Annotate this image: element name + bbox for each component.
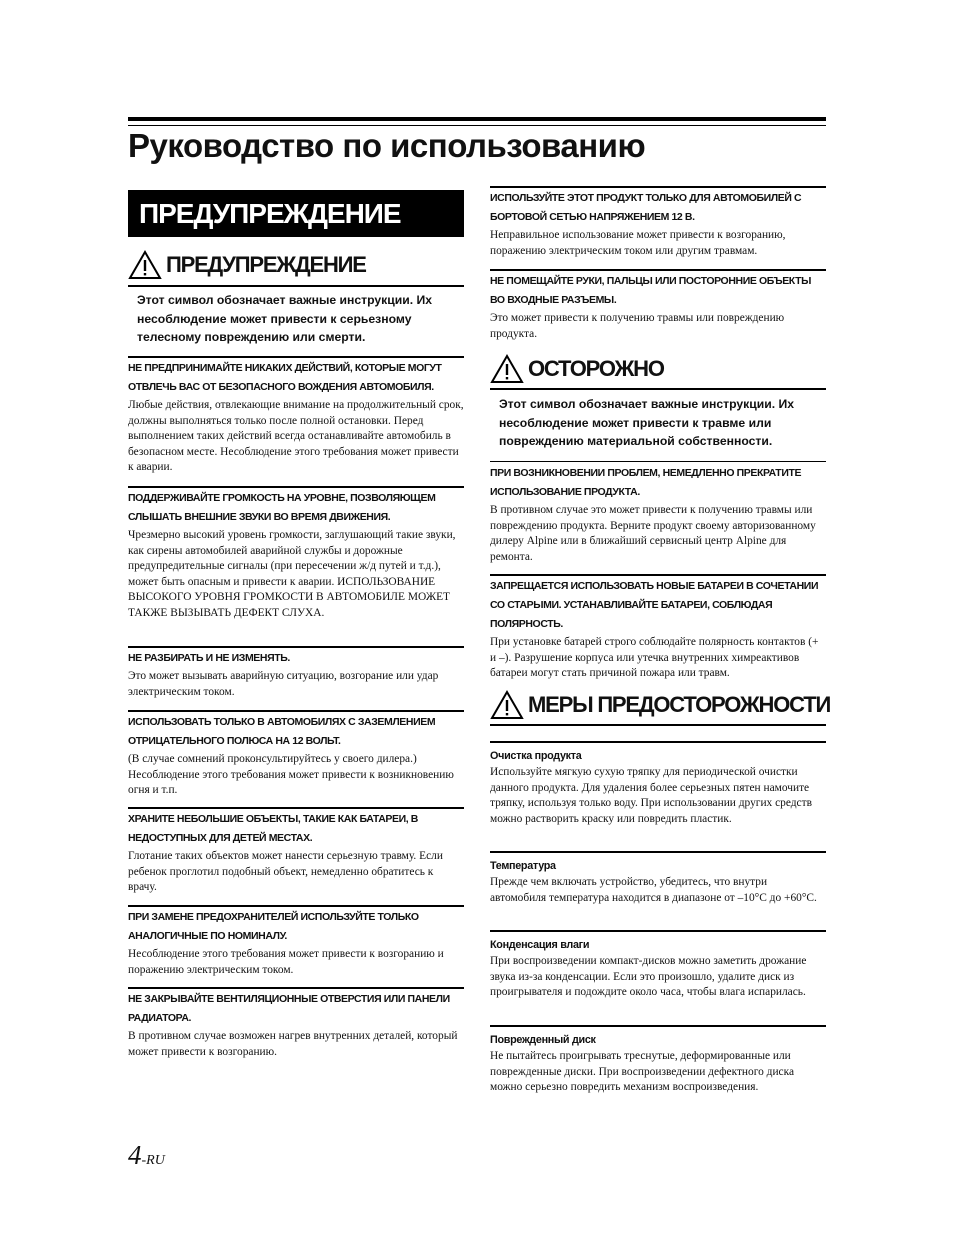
- item-body: (В случае сомнений проконсультируйтесь у своего дилера.) Несоблюдение этого требования может привести к возникновению огня и т.п.: [128, 753, 454, 796]
- caution-triangle-icon: [490, 354, 524, 384]
- item-body: Любые действия, отвлекающие внимание на продолжительный срок, должны выполняться только после полной остановки. Перед выполнением таких действий всегда останавливайте автомобиль в безопасном месте. Несоблюдение этого требования может привести к аварии.: [128, 399, 464, 473]
- right-item: [490, 269, 826, 342]
- item-rule: [490, 269, 826, 271]
- caution-heading-label: ОСТОРОЖНО: [528, 356, 664, 381]
- item-heading: НЕ ЗАКРЫВАЙТЕ ВЕНТИЛЯЦИОННЫЕ ОТВЕРСТИЯ ИЛИ ПАНЕЛИ РАДИАТОРА.: [128, 993, 450, 1024]
- item-heading: Температура: [490, 860, 556, 872]
- left-item: [128, 905, 464, 978]
- page-number: [128, 1140, 165, 1171]
- item-heading: ПОДДЕРЖИВАЙТЕ ГРОМКОСТЬ НА УРОВНЕ, ПОЗВОЛЯЮЩЕМ СЛЫШАТЬ ВНЕШНИЕ ЗВУКИ ВО ВРЕМЯ ДВИЖЕНИЯ.: [128, 492, 436, 523]
- precautions-heading: [490, 690, 830, 720]
- item-heading: ПРИ ЗАМЕНЕ ПРЕДОХРАНИТЕЛЕЙ ИСПОЛЬЗУЙТЕ ТОЛЬКО АНАЛОГИЧНЫЕ ПО НОМИНАЛУ.: [128, 911, 419, 942]
- item-heading: Очистка продукта: [490, 750, 582, 762]
- caution-item: [490, 461, 826, 565]
- item-rule: [490, 574, 826, 576]
- caution-heading: [490, 354, 664, 384]
- item-body: Несоблюдение этого требования может привести к возгоранию и поражению электрическим током.: [128, 948, 444, 976]
- left-item: [128, 987, 464, 1060]
- item-body: Используйте мягкую сухую тряпку для периодической очистки данного продукта. Для удаления более серьезных пятен намочите тряпку, используя только воду. При использовании других средств можно растворить краску или повредить пластик.: [490, 766, 812, 825]
- warning-heading: [128, 250, 366, 280]
- precaution-item: [490, 1025, 826, 1096]
- item-body: При воспроизведении компакт-дисков можно заметить дрожание звука из-за конденсации. Если это произошло, удалите диск из проигрывателя и подождите около часа, чтобы влага испарилась.: [490, 955, 807, 998]
- item-rule: [490, 851, 826, 853]
- page-number-suffix: -RU: [141, 1153, 165, 1168]
- item-body: При установке батарей строго соблюдайте полярность контактов (+ и –). Разрушение корпуса или утечка внутренних химреактивов батареи могут стать причиной пожара или травм.: [490, 636, 819, 679]
- warning-intro: Этот символ обозначает важные инструкции. Их несоблюдение может привести к серьезному телесному повреждению или смерти.: [137, 293, 433, 344]
- item-body: Не пытайтесь проигрывать треснутые, деформированные или поврежденные диски. При воспроизведении дефектного диска можно серьезно повредить механизм воспроизведения.: [490, 1050, 795, 1093]
- caution-item: [490, 574, 826, 682]
- right-item: [490, 186, 826, 259]
- item-heading: НЕ ПРЕДПРИНИМАЙТЕ НИКАКИХ ДЕЙСТВИЙ, КОТОРЫЕ МОГУТ ОТВЛЕЧЬ ВАС ОТ БЕЗОПАСНОГО ВОЖДЕНИЯ АВТОМОБИЛЯ.: [128, 362, 442, 393]
- item-rule: [128, 356, 464, 358]
- item-rule: [128, 987, 464, 989]
- item-body: Это может привести к получению травмы или повреждению продукта.: [490, 312, 785, 340]
- page-title: Руководство по использованию: [128, 127, 646, 164]
- item-body: Неправильное использование может привести к возгоранию, поражению электрическим током или другим травмам.: [490, 229, 786, 257]
- precautions-heading-rule: [490, 724, 826, 726]
- item-body: Чрезмерно высокий уровень громкости, заглушающий такие звуки, как сирены автомобилей аварийной службы и дорожные предупредительные сигналы (при пересечении ж/д путей и т.д.), может быть опасным и привести к аварии. ИСПОЛЬЗОВАНИЕ ВЫСОКОГО УРОВНЯ ГРОМКОСТИ В АВТОМОБИЛЕ МОЖЕТ ТАКЖЕ ВЫЗЫВАТЬ ДЕФЕКТ СЛУХА.: [128, 529, 456, 619]
- item-heading: ПРИ ВОЗНИКНОВЕНИИ ПРОБЛЕМ, НЕМЕДЛЕННО ПРЕКРАТИТЕ ИСПОЛЬЗОВАНИЕ ПРОДУКТА.: [490, 467, 802, 498]
- item-heading: НЕ РАЗБИРАТЬ И НЕ ИЗМЕНЯТЬ.: [128, 652, 290, 664]
- precaution-item: [490, 851, 826, 906]
- item-heading: ИСПОЛЬЗОВАТЬ ТОЛЬКО В АВТОМОБИЛЯХ С ЗАЗЕМЛЕНИЕМ ОТРИЦАТЕЛЬНОГО ПОЛЮСА НА 12 ВОЛЬТ.: [128, 716, 436, 747]
- header-rule: [128, 117, 826, 121]
- item-heading: ИСПОЛЬЗУЙТЕ ЭТОТ ПРОДУКТ ТОЛЬКО ДЛЯ АВТОМОБИЛЕЙ С БОРТОВОЙ СЕТЬЮ НАПРЯЖЕНИЕМ 12 В.: [490, 192, 802, 223]
- item-heading: ЗАПРЕЩАЕТСЯ ИСПОЛЬЗОВАТЬ НОВЫЕ БАТАРЕИ В СОЧЕТАНИИ СО СТАРЫМИ. УСТАНАВЛИВАЙТЕ БАТАРЕИ, СОБЛЮДАЯ ПОЛЯРНОСТЬ.: [490, 580, 819, 630]
- item-rule: [128, 710, 464, 712]
- warning-banner: ПРЕДУПРЕЖДЕНИЕ: [128, 190, 464, 237]
- caution-intro: Этот символ обозначает важные инструкции. Их несоблюдение может привести к травме или повреждению материальной собственности.: [499, 397, 795, 448]
- left-item: [128, 486, 464, 621]
- precaution-triangle-icon: [490, 690, 524, 720]
- item-body: В противном случае возможен нагрев внутренних деталей, который может привести к возгоранию.: [128, 1030, 458, 1058]
- left-item: [128, 710, 464, 799]
- left-item: [128, 356, 464, 476]
- item-rule: [128, 486, 464, 488]
- item-rule: [490, 1025, 826, 1027]
- item-rule: [490, 461, 826, 462]
- warning-triangle-icon: [128, 250, 162, 280]
- item-body: Глотание таких объектов может нанести серьезную травму. Если ребенок проглотил подобный объект, немедленно обратитесь к врачу.: [128, 850, 443, 893]
- item-rule: [128, 905, 464, 907]
- left-item: [128, 807, 464, 896]
- item-rule: [128, 646, 464, 648]
- precautions-heading-label: МЕРЫ ПРЕДОСТОРОЖНОСТИ: [528, 692, 831, 717]
- warning-heading-label: ПРЕДУПРЕЖДЕНИЕ: [166, 252, 366, 277]
- item-rule: [490, 186, 826, 188]
- item-heading: ХРАНИТЕ НЕБОЛЬШИЕ ОБЪЕКТЫ, ТАКИЕ КАК БАТАРЕИ, В НЕДОСТУПНЫХ ДЛЯ ДЕТЕЙ МЕСТАХ.: [128, 813, 418, 844]
- item-rule: [128, 807, 464, 809]
- precaution-item: [490, 930, 826, 1001]
- item-rule: [490, 741, 826, 743]
- caution-heading-rule: [490, 388, 826, 390]
- page-number-digit: 4: [128, 1140, 142, 1170]
- item-body: В противном случае это может привести к получению травмы или повреждению продукта. Верните продукт своему авторизованному дилеру Alpine или в ближайший сервисный центр Alpine для ремонта.: [490, 504, 816, 563]
- item-heading: Конденсация влаги: [490, 939, 590, 951]
- item-body: Это может вызывать аварийную ситуацию, возгорание или удар электрическим током.: [128, 670, 439, 698]
- left-item: [128, 646, 464, 700]
- precaution-item: [490, 741, 826, 827]
- item-heading: НЕ ПОМЕЩАЙТЕ РУКИ, ПАЛЬЦЫ ИЛИ ПОСТОРОННИЕ ОБЪЕКТЫ ВО ВХОДНЫЕ РАЗЪЕМЫ.: [490, 275, 811, 306]
- warning-heading-rule: [128, 285, 464, 287]
- item-heading: Поврежденный диск: [490, 1034, 596, 1046]
- item-rule: [490, 930, 826, 932]
- item-body: Прежде чем включать устройство, убедитесь, что внутри автомобиля температура находится в диапазоне от –10°C до +60°C.: [490, 876, 817, 904]
